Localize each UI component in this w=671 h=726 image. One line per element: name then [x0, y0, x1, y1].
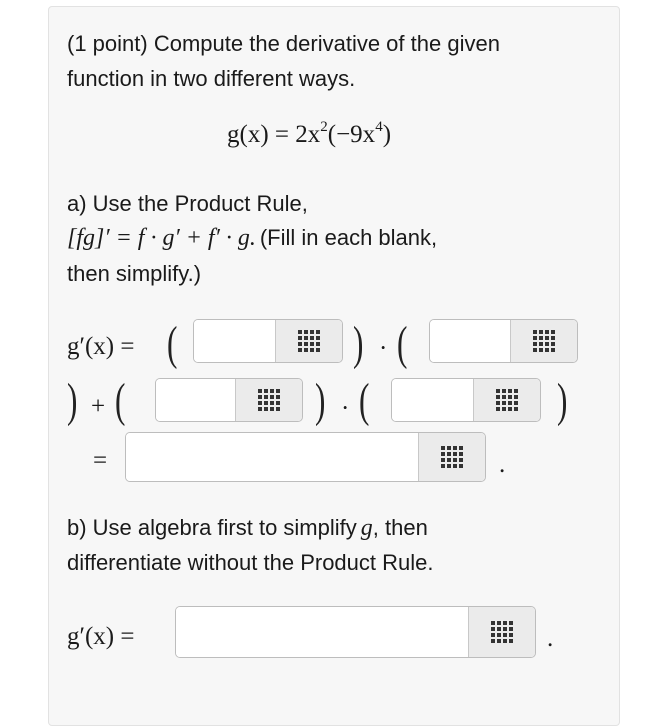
- answer-fprime-box: [155, 378, 303, 422]
- grid-palette-icon: [491, 621, 513, 643]
- period: .: [499, 451, 506, 478]
- open-paren: (: [359, 374, 370, 427]
- part-a-instruction-line3: then simplify.): [67, 261, 202, 286]
- answer-fprime-input[interactable]: [156, 379, 235, 421]
- palette-button[interactable]: [418, 433, 485, 481]
- function-display: $g(x) = 2x^2(-9x^4)$: [227, 119, 392, 148]
- fill-instruction: (Fill in each blank,: [259, 225, 438, 250]
- intro-text: Compute the derivative of the given: [153, 31, 500, 56]
- equals-sign: =: [93, 447, 108, 474]
- product-rule-line: [67, 225, 437, 252]
- product-rule-formula: [fg]′ = f · g′ + f′ · g.: [67, 225, 256, 251]
- palette-button[interactable]: [468, 607, 535, 657]
- answer-f-box: [193, 319, 343, 363]
- close-paren: ): [315, 374, 326, 427]
- close-paren: ): [353, 317, 364, 370]
- close-paren: ): [67, 374, 78, 427]
- multiply-dot: ·: [341, 395, 350, 422]
- points-label: (1 point): [67, 31, 148, 56]
- intro-text-line2: function in two different ways.: [67, 66, 356, 91]
- open-paren: (: [397, 317, 408, 370]
- part-b-instruction-line2: differentiate without the Product Rule.: [67, 550, 434, 575]
- problem-intro-line1: [67, 31, 500, 57]
- grid-palette-icon: [533, 330, 555, 352]
- part-a-gprime-label: g′(x) =: [67, 333, 135, 360]
- grid-palette-icon: [258, 389, 280, 411]
- grid-palette-icon: [441, 446, 463, 468]
- part-b-answer-input[interactable]: [176, 607, 468, 657]
- period: .: [547, 625, 554, 652]
- grid-palette-icon: [298, 330, 320, 352]
- answer-gprime-box: [429, 319, 578, 363]
- answer-g-input[interactable]: [392, 379, 473, 421]
- answer-g-box: [391, 378, 541, 422]
- palette-button[interactable]: [235, 379, 302, 421]
- close-paren: ): [557, 374, 568, 427]
- open-paren: (: [167, 317, 178, 370]
- multiply-dot: ·: [379, 335, 388, 362]
- part-a-heading: a) Use the Product Rule,: [67, 191, 308, 216]
- simplified-answer-box: [125, 432, 486, 482]
- simplified-answer-input[interactable]: [126, 433, 418, 481]
- grid-palette-icon: [496, 389, 518, 411]
- answer-gprime-input[interactable]: [430, 320, 510, 362]
- palette-button[interactable]: [275, 320, 342, 362]
- answer-f-input[interactable]: [194, 320, 275, 362]
- open-paren: (: [115, 374, 126, 427]
- palette-button[interactable]: [510, 320, 577, 362]
- plus-sign: +: [91, 393, 106, 420]
- part-b-answer-box: [175, 606, 536, 658]
- problem-card: [48, 6, 620, 726]
- part-b-gprime-label: g′(x) =: [67, 623, 135, 650]
- part-b-heading: b) Use algebra first to simplify g, then: [67, 515, 428, 541]
- palette-button[interactable]: [473, 379, 540, 421]
